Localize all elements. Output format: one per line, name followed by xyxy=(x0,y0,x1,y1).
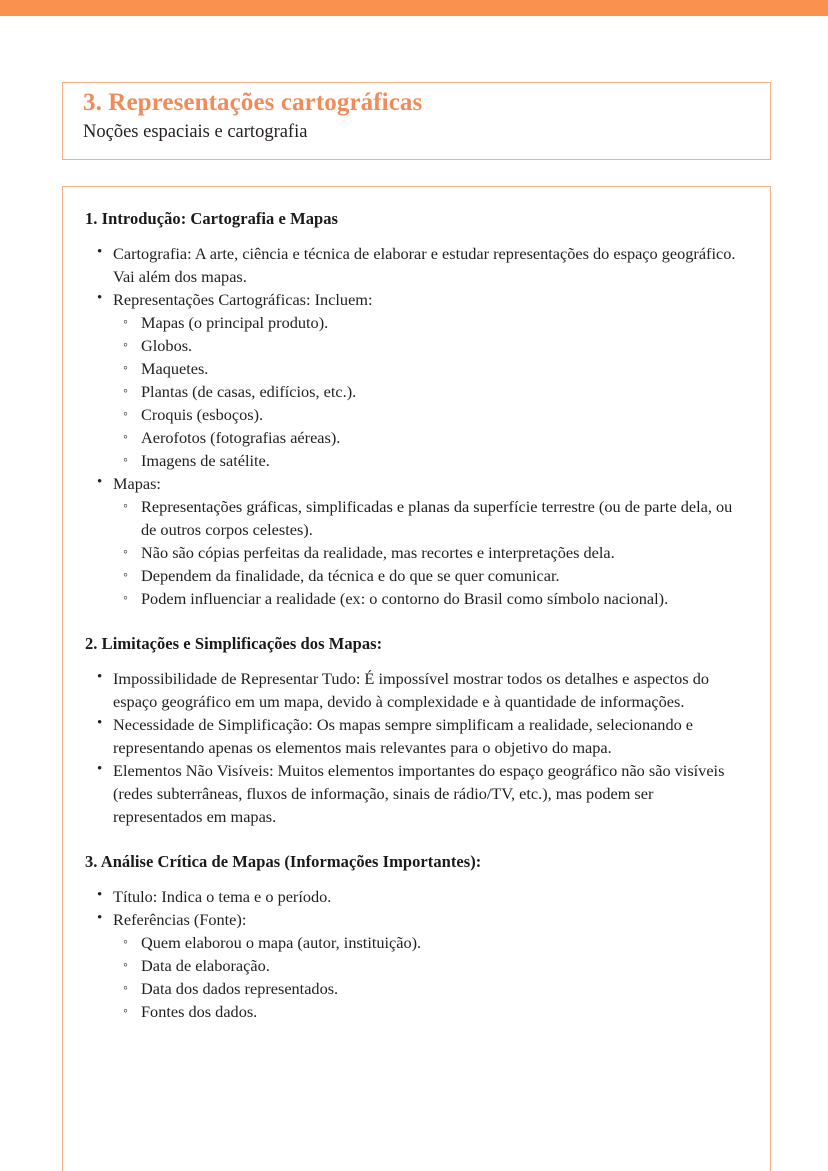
list-item-text: • Necessidade de Simplificação: Os mapas sempre simplificam a realidade, selecionando e representando apenas os elementos mais relevantes para o objetivo do mapa. xyxy=(113,713,740,759)
page-subtitle: Noções espaciais e cartografia xyxy=(83,122,308,142)
section-heading: 2. Limitações e Simplificações dos Mapas: xyxy=(85,634,383,653)
sub-bullet-list xyxy=(113,495,740,610)
sub-list-item: ◦ Data de elaboração. xyxy=(113,954,740,977)
bullet-list xyxy=(85,242,740,610)
bullet-list xyxy=(85,667,740,828)
list-item-text: • Cartografia: A arte, ciência e técnica de elaborar e estudar representações do espaço geográfico. Vai além dos mapas. xyxy=(113,242,740,288)
page-title: 3. Representações cartográficas xyxy=(83,89,423,116)
list-item-text: • Elementos Não Visíveis: Muitos elementos importantes do espaço geográfico não são visíveis (redes subterrâneas, fluxos de informação, sinais de rádio/TV, etc.), mas podem ser representados em mapas. xyxy=(113,759,740,828)
list-item-text: • Título: Indica o tema e o período. xyxy=(113,885,740,908)
list-item xyxy=(85,667,740,713)
sub-list-item: ◦ Não são cópias perfeitas da realidade, mas recortes e interpretações dela. xyxy=(113,541,740,564)
document-header-frame xyxy=(62,82,771,160)
list-item-text: • Mapas: xyxy=(113,472,740,495)
list-item xyxy=(85,288,740,472)
sub-list-item: ◦ Representações gráficas, simplificadas e planas da superfície terrestre (ou de parte dela, ou de outros corpos celestes). xyxy=(113,495,740,541)
sub-list-item: ◦ Globos. xyxy=(113,334,740,357)
sub-list-item: ◦ Quem elaborou o mapa (autor, instituição). xyxy=(113,931,740,954)
list-item xyxy=(85,885,740,908)
sub-list-item: ◦ Plantas (de casas, edifícios, etc.). xyxy=(113,380,740,403)
sub-list-item: ◦ Mapas (o principal produto). xyxy=(113,311,740,334)
sub-list-item: ◦ Maquetes. xyxy=(113,357,740,380)
list-item-text: • Impossibilidade de Representar Tudo: É impossível mostrar todos os detalhes e aspectos do espaço geográfico em um mapa, devido à complexidade e à quantidade de informações. xyxy=(113,667,740,713)
sub-list-item: ◦ Data dos dados representados. xyxy=(113,977,740,1000)
sub-list-item: ◦ Aerofotos (fotografias aéreas). xyxy=(113,426,740,449)
sub-list-item: ◦ Imagens de satélite. xyxy=(113,449,740,472)
document-body-frame xyxy=(62,186,771,1171)
section-heading: 1. Introdução: Cartografia e Mapas xyxy=(85,209,338,228)
sub-list-item: ◦ Croquis (esboços). xyxy=(113,403,740,426)
list-item-text: • Referências (Fonte): xyxy=(113,908,740,931)
list-item xyxy=(85,759,740,828)
sub-list-item: ◦ Podem influenciar a realidade (ex: o contorno do Brasil como símbolo nacional). xyxy=(113,587,740,610)
section-heading: 3. Análise Crítica de Mapas (Informações Importantes): xyxy=(85,852,482,871)
sections-container xyxy=(85,209,740,1023)
list-item xyxy=(85,242,740,288)
list-item xyxy=(85,713,740,759)
sub-bullet-list xyxy=(113,931,740,1023)
document-page xyxy=(0,16,828,1171)
list-item xyxy=(85,908,740,1023)
sub-list-item: ◦ Fontes dos dados. xyxy=(113,1000,740,1023)
sub-list-item: ◦ Dependem da finalidade, da técnica e do que se quer comunicar. xyxy=(113,564,740,587)
bullet-list xyxy=(85,885,740,1023)
list-item xyxy=(85,472,740,610)
sub-bullet-list xyxy=(113,311,740,472)
list-item-text: • Representações Cartográficas: Incluem: xyxy=(113,288,740,311)
top-accent-bar xyxy=(0,0,828,16)
